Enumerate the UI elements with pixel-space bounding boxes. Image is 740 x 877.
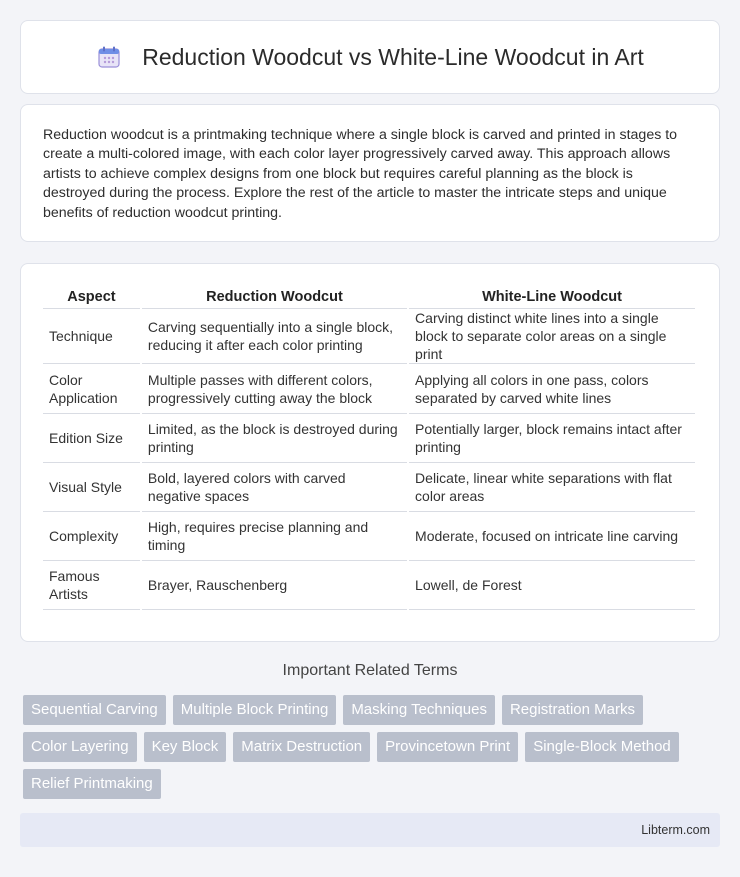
- related-terms-section: [0, 662, 740, 806]
- cell-aspect: Technique: [43, 309, 140, 364]
- tag-sequential-carving[interactable]: Sequential Carving: [23, 695, 166, 725]
- table-header-row: [43, 282, 695, 309]
- tag-matrix-destruction[interactable]: Matrix Destruction: [233, 732, 370, 762]
- header-white-line: White-Line Woodcut: [409, 282, 695, 309]
- cell-white-line: Moderate, focused on intricate line carving: [409, 512, 695, 561]
- table-row: [43, 364, 695, 414]
- tag-multiple-block-printing[interactable]: Multiple Block Printing: [173, 695, 337, 725]
- cell-white-line: Delicate, linear white separations with flat color areas: [409, 463, 695, 512]
- intro-card: [20, 104, 720, 242]
- table-row: [43, 512, 695, 561]
- tag-color-layering[interactable]: Color Layering: [23, 732, 137, 762]
- table-row: [43, 309, 695, 364]
- cell-reduction: Multiple passes with different colors, progressively cutting away the block: [142, 364, 407, 414]
- related-terms-tags: [0, 695, 720, 806]
- cell-reduction: High, requires precise planning and timing: [142, 512, 407, 561]
- table-row: [43, 463, 695, 512]
- cell-aspect: Famous Artists: [43, 561, 140, 610]
- cell-white-line: Applying all colors in one pass, colors separated by carved white lines: [409, 364, 695, 414]
- tag-masking-techniques[interactable]: Masking Techniques: [343, 695, 495, 725]
- tag-single-block-method[interactable]: Single-Block Method: [525, 732, 679, 762]
- cell-reduction: Carving sequentially into a single block, reducing it after each color printing: [142, 309, 407, 364]
- table-row: [43, 414, 695, 463]
- tag-key-block[interactable]: Key Block: [144, 732, 227, 762]
- cell-aspect: Color Application: [43, 364, 140, 414]
- tag-provincetown-print[interactable]: Provincetown Print: [377, 732, 518, 762]
- cell-aspect: Visual Style: [43, 463, 140, 512]
- page-title: Reduction Woodcut vs White-Line Woodcut in Art: [142, 43, 644, 70]
- cell-reduction: Brayer, Rauschenberg: [142, 561, 407, 610]
- tag-registration-marks[interactable]: Registration Marks: [502, 695, 643, 725]
- header-aspect: Aspect: [43, 282, 140, 309]
- cell-white-line: Potentially larger, block remains intact after printing: [409, 414, 695, 463]
- cell-aspect: Complexity: [43, 512, 140, 561]
- table-row: [43, 561, 695, 610]
- header-reduction: Reduction Woodcut: [142, 282, 407, 309]
- calendar-icon: [96, 44, 122, 70]
- footer: [20, 813, 720, 847]
- footer-brand[interactable]: Libterm.com: [641, 823, 710, 837]
- intro-text: Reduction woodcut is a printmaking technique where a single block is carved and printed in stages to create a multi-colored image, with each color layer progressively carved away. This approach allows artists to achieve complex designs from one block but requires careful planning as the block is destroyed during the process. Explore the rest of the article to master the intricate steps and unique benefits of reduction woodcut printing.: [43, 127, 678, 221]
- cell-reduction: Bold, layered colors with carved negative spaces: [142, 463, 407, 512]
- tag-relief-printmaking[interactable]: Relief Printmaking: [23, 769, 161, 799]
- title-card: [20, 20, 720, 94]
- cell-aspect: Edition Size: [43, 414, 140, 463]
- cell-white-line: Lowell, de Forest: [409, 561, 695, 610]
- cell-white-line: Carving distinct white lines into a single block to separate color areas on a single print: [409, 309, 695, 364]
- comparison-card: [20, 263, 720, 642]
- related-terms-title: Important Related Terms: [282, 662, 458, 679]
- comparison-table: [41, 282, 697, 610]
- cell-reduction: Limited, as the block is destroyed during printing: [142, 414, 407, 463]
